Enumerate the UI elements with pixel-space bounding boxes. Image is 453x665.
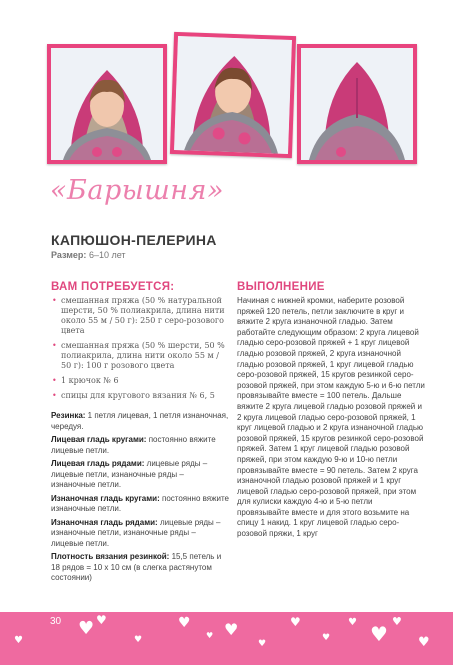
definition-text: лицевые ряды – лицевые петли, изнаночные ряды – изнаночные петли. bbox=[51, 459, 208, 489]
heart-icon: ♥ bbox=[14, 635, 23, 646]
pattern-subtitle: КАПЮШОН-ПЕЛЕРИНА bbox=[51, 232, 217, 248]
size-value: 6–10 лет bbox=[88, 250, 126, 260]
girl-photo-front bbox=[51, 48, 163, 160]
heart-icon: ♥ bbox=[258, 639, 267, 649]
materials-heading: ВАМ ПОТРЕБУЕТСЯ: bbox=[51, 281, 175, 293]
heart-icon: ♥ bbox=[418, 635, 430, 650]
definition-stockinette-rows bbox=[51, 459, 229, 491]
definition-reverse-rows bbox=[51, 518, 229, 550]
definition-gauge bbox=[51, 552, 229, 584]
materials-column bbox=[51, 281, 229, 587]
definition-term: Резинка: bbox=[51, 411, 86, 420]
page-number: 30 bbox=[50, 616, 62, 627]
definition-text: 15,5 петель и 18 рядов = 10 х 10 см (в слегка растянутом состоянии) bbox=[51, 552, 222, 582]
definition-text: постоянно вяжите изнаночные петли. bbox=[51, 493, 229, 513]
heart-icon: ♥ bbox=[322, 633, 331, 643]
heart-icon: ♥ bbox=[78, 618, 95, 639]
heart-icon: ♥ bbox=[370, 622, 388, 646]
definition-text: лицевые ряды – изнаночные петли, изнаночные ряды – лицевые петли. bbox=[51, 517, 221, 548]
instructions-column bbox=[237, 281, 425, 540]
heart-icon: ♥ bbox=[392, 615, 402, 628]
materials-item: • смешанная пряжа (50 % шерсти, 50 % полиакрила, длина нити около 55 м / 50 г): 100 г розового цвета bbox=[51, 341, 229, 371]
page-title: «Барышня» bbox=[50, 175, 224, 206]
heart-icon: ♥ bbox=[206, 631, 214, 640]
heart-icon: ♥ bbox=[348, 617, 357, 628]
size-line bbox=[51, 250, 126, 260]
girl-photo-back bbox=[301, 48, 413, 160]
size-label: Размер: bbox=[51, 250, 87, 260]
instructions-heading: ВЫПОЛНЕНИЕ bbox=[237, 281, 325, 293]
stitch-definitions bbox=[51, 411, 229, 584]
heart-icon: ♥ bbox=[178, 615, 191, 631]
definition-text: 1 петля лицевая, 1 петля изнаночная, чередуя. bbox=[51, 411, 229, 431]
heart-icon: ♥ bbox=[134, 635, 143, 645]
definition-reverse-rounds bbox=[51, 494, 229, 515]
footer-band bbox=[0, 612, 453, 665]
girl-photo-smiling bbox=[174, 36, 292, 154]
photo-frame-2 bbox=[170, 32, 296, 158]
definition-term: Лицевая гладь рядами: bbox=[51, 459, 145, 468]
heart-icon: ♥ bbox=[290, 615, 301, 629]
definition-stockinette-rounds bbox=[51, 435, 229, 456]
materials-item: • спицы для кругового вязания № 6, 5 bbox=[51, 391, 229, 401]
photo-frame-3 bbox=[297, 44, 417, 164]
definition-term: Изнаночная гладь кругами: bbox=[51, 493, 160, 503]
heart-icon: ♥ bbox=[96, 613, 107, 627]
definition-term: Лицевая гладь кругами: bbox=[51, 435, 147, 444]
definition-text: постоянно вяжите лицевые петли. bbox=[51, 435, 216, 455]
definition-term: Изнаночная гладь рядами: bbox=[51, 517, 158, 527]
materials-item: • смешанная пряжа (50 % натуральной шерсти, 50 % полиакрила, длина нити около 55 м / 50 г): 250 г серо-розового цвета bbox=[51, 296, 229, 336]
photo-frame-1 bbox=[47, 44, 167, 164]
definition-term: Плотность вязания резинкой: bbox=[51, 552, 170, 561]
definition-rib bbox=[51, 411, 229, 432]
materials-item: • 1 крючок № 6 bbox=[51, 376, 229, 386]
instructions-text: Начиная с нижней кромки, наберите розовой пряжей 120 петель, петли заключите в круг и вяжите 2 круга изнаночной гладью. Затем работайте следующим образом: 2 круга лицевой гладью серо-розовой пряжей + 1 круг лицевой гладью розовой пряжей, 2 круга изнаночной гладью розовой пряжей, 1 круг лицевой гладью серо-розовой пряжей, 15 кругов резинкой серо-розовой пряжей, при этом каждую 5-ю и 6-ю петли провязывайте вместе = 100 петель. Дальше вяжите 2 круга лицевой гладью розовой пряжей и 2 круга лицевой гладью серо-розовой пряжей, 1 круг лицевой гладью и 2 круга изнаночной гладью розовой пряжей, 15 кругов резинкой серо-розовой пряжей. Затем 1 круг лицевой гладью розовой пряжей, при этом каждую 9-ю и 10-ю петли провязывайте вместе = 90 петель. Затем 2 круга изнаночной гладью розовой пряжей и 1 круг лицевой гладью серо-розовой пряжей, при этом для кулиски каждую 4-ю и 5-ю петли провязывайте вместе и для этого возьмите на спицу 1 накид. 1 круг лицевой гладью серо-розовой пряжи, 1 круг bbox=[237, 296, 425, 539]
materials-list bbox=[51, 296, 229, 401]
heart-icon: ♥ bbox=[224, 620, 239, 639]
